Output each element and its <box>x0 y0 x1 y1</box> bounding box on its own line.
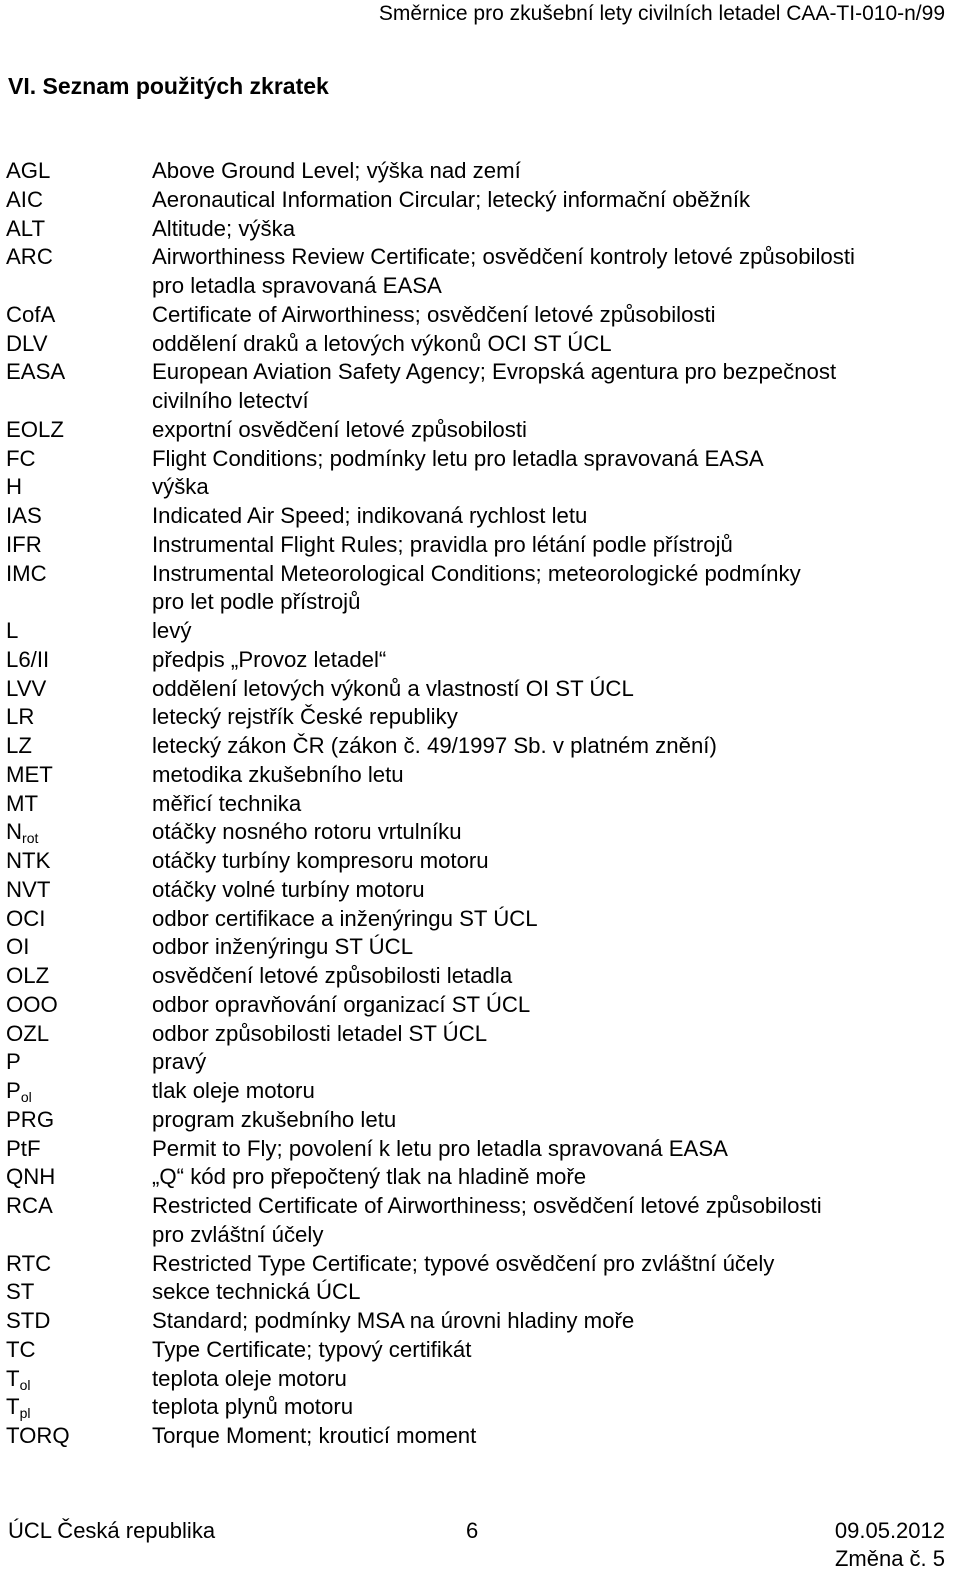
abbreviation-term-text: LVV <box>6 675 47 701</box>
abbreviation-term <box>6 1336 152 1365</box>
abbreviation-entry <box>6 157 956 186</box>
abbreviation-subscript: ol <box>19 1376 31 1393</box>
abbreviation-term-text: NTK <box>6 848 51 873</box>
abbreviation-entry <box>6 761 956 790</box>
abbreviation-entry <box>6 215 956 244</box>
definition-line: odbor způsobilosti letadel ST ÚCL <box>152 1020 488 1046</box>
definition-line: program zkušebního letu <box>152 1106 397 1132</box>
abbreviation-term <box>6 933 152 962</box>
abbreviation-definition <box>152 991 952 1020</box>
abbreviation-term <box>6 358 152 416</box>
definition-line: Restricted Type Certificate; typové osvědčení pro zvláštní účely <box>152 1250 775 1276</box>
definition-line: „Q“ kód pro přepočtený tlak na hladině moře <box>152 1164 587 1190</box>
abbreviation-term-text: RCA <box>6 1193 53 1218</box>
abbreviation-definition <box>152 1365 952 1394</box>
abbreviation-term-text: ARC <box>6 244 53 270</box>
definition-line: letecký zákon ČR (zákon č. 49/1997 Sb. v platném znění) <box>152 733 717 758</box>
footer-organization: ÚCL Česká republika <box>8 1518 216 1543</box>
abbreviation-term <box>6 1307 152 1336</box>
abbreviation-term-text: EOLZ <box>6 416 64 442</box>
abbreviation-entry <box>6 301 956 330</box>
definition-line: Indicated Air Speed; indikovaná rychlost letu <box>152 503 588 528</box>
abbreviation-definition <box>152 1048 952 1077</box>
abbreviation-definition <box>152 790 952 819</box>
abbreviation-definition <box>152 1077 952 1106</box>
abbreviation-entry <box>6 445 956 474</box>
abbreviation-entry <box>6 502 956 531</box>
abbreviation-term-text: PRG <box>6 1106 55 1132</box>
definition-line: sekce technická ÚCL <box>152 1279 361 1305</box>
definition-line: předpis „Provoz letadel“ <box>152 646 387 672</box>
abbreviation-definition <box>152 186 952 215</box>
definition-line: odbor certifikace a inženýringu ST ÚCL <box>152 905 538 931</box>
abbreviation-term <box>6 1020 152 1049</box>
definition-line: pravý <box>152 1049 207 1075</box>
definition-line: European Aviation Safety Agency; Evropská agentura pro bezpečnost <box>152 359 837 385</box>
abbreviation-definition <box>152 560 952 618</box>
abbreviation-definition <box>152 732 952 761</box>
definition-line: otáčky turbíny kompresoru motoru <box>152 848 489 873</box>
abbreviation-entry <box>6 1135 956 1164</box>
definition-line: oddělení letových výkonů a vlastností OI ST ÚCL <box>152 675 634 701</box>
abbreviation-term <box>6 1278 152 1307</box>
abbreviation-term-text: L <box>6 618 19 643</box>
document-header: Směrnice pro zkušební lety civilních letadel CAA-TI-010-n/99 <box>378 2 945 25</box>
abbreviation-term-text: MET <box>6 761 53 787</box>
abbreviation-term <box>6 473 152 502</box>
abbreviation-term <box>6 243 152 301</box>
abbreviation-definition <box>152 933 952 962</box>
abbreviation-definition <box>152 1135 952 1164</box>
abbreviation-entry <box>6 1163 956 1192</box>
abbreviation-subscript: rot <box>22 830 39 847</box>
abbreviation-definition <box>152 502 952 531</box>
abbreviation-term-text: STD <box>6 1308 51 1333</box>
abbreviation-term-text: OI <box>6 934 30 960</box>
abbreviation-definition <box>152 445 952 474</box>
abbreviation-definition <box>152 215 952 244</box>
abbreviation-definition <box>152 531 952 560</box>
abbreviation-entry <box>6 1336 956 1365</box>
abbreviation-term <box>6 646 152 675</box>
abbreviation-term <box>6 445 152 474</box>
abbreviation-definition <box>152 761 952 790</box>
abbreviation-term <box>6 703 152 732</box>
definition-line: pro zvláštní účely <box>152 1221 324 1247</box>
abbreviation-entry <box>6 1020 956 1049</box>
abbreviation-term-text: T <box>6 1394 20 1420</box>
abbreviation-term-text: TC <box>6 1336 36 1362</box>
definition-line: tlak oleje motoru <box>152 1078 315 1103</box>
abbreviation-term <box>6 1365 152 1394</box>
abbreviation-subscript: pl <box>19 1405 31 1422</box>
definition-line: odbor inženýringu ST ÚCL <box>152 934 414 960</box>
abbreviation-term-text: ALT <box>6 215 46 241</box>
abbreviation-term-text: ST <box>6 1279 35 1305</box>
abbreviation-term-text: EASA <box>6 359 66 385</box>
abbreviation-term-text: OOO <box>6 991 58 1017</box>
definition-line: Restricted Certificate of Airworthiness; osvědčení letové způsobilosti <box>152 1193 822 1218</box>
definition-line: teplota oleje motoru <box>152 1365 347 1391</box>
abbreviation-definition <box>152 358 952 416</box>
footer-change: Změna č. 5 <box>834 1546 945 1571</box>
abbreviation-definition <box>152 818 952 847</box>
abbreviation-term-text: RTC <box>6 1250 52 1276</box>
abbreviation-term-text: IAS <box>6 503 42 528</box>
abbreviation-definition <box>152 157 952 186</box>
abbreviation-term <box>6 531 152 560</box>
abbreviation-definition <box>152 1278 952 1307</box>
abbreviation-entry <box>6 847 956 876</box>
abbreviation-entry <box>6 1422 956 1451</box>
abbreviation-term <box>6 1048 152 1077</box>
definition-line: Airworthiness Review Certificate; osvědčení kontroly letové způsobilosti <box>152 244 855 270</box>
abbreviation-term-text: H <box>6 474 23 500</box>
abbreviation-entry <box>6 1048 956 1077</box>
abbreviation-term <box>6 991 152 1020</box>
abbreviation-term <box>6 761 152 790</box>
definition-line: Standard; podmínky MSA na úrovni hladiny moře <box>152 1308 635 1333</box>
abbreviation-term <box>6 675 152 704</box>
abbreviation-term <box>6 790 152 819</box>
abbreviation-term-text: AGL <box>6 158 51 183</box>
abbreviation-term-text: T <box>6 1365 20 1391</box>
abbreviation-entry <box>6 617 956 646</box>
abbreviation-term-text: IMC <box>6 560 47 586</box>
abbreviation-term <box>6 1106 152 1135</box>
abbreviation-term-text: CofA <box>6 301 56 327</box>
definition-line: osvědčení letové způsobilosti letadla <box>152 963 513 988</box>
abbreviation-entry <box>6 905 956 934</box>
abbreviation-definition <box>152 1250 952 1279</box>
abbreviation-term <box>6 1192 152 1250</box>
abbreviation-term-text: QNH <box>6 1164 56 1190</box>
definition-line: výška <box>152 474 209 500</box>
footer-revision <box>835 1517 945 1573</box>
abbreviation-term <box>6 1393 152 1422</box>
abbreviation-term-text: DLV <box>6 330 48 356</box>
abbreviation-entry <box>6 1365 956 1394</box>
abbreviation-entry <box>6 1250 956 1279</box>
abbreviation-entry <box>6 1077 956 1106</box>
footer-date: 09.05.2012 <box>834 1518 945 1543</box>
abbreviation-entry <box>6 330 956 359</box>
definition-line: pro let podle přístrojů <box>152 589 361 615</box>
abbreviation-definition <box>152 617 952 646</box>
abbreviation-definition <box>152 905 952 934</box>
abbreviation-definition <box>152 330 952 359</box>
abbreviation-definition <box>152 473 952 502</box>
abbreviation-term-text: AIC <box>6 186 43 212</box>
abbreviation-definition <box>152 1163 952 1192</box>
definition-line: měřicí technika <box>152 790 302 816</box>
definition-line: Type Certificate; typový certifikát <box>152 1336 472 1362</box>
abbreviation-definition <box>152 1106 952 1135</box>
abbreviation-entry <box>6 531 956 560</box>
abbreviation-entry <box>6 962 956 991</box>
abbreviation-definition <box>152 301 952 330</box>
abbreviation-term <box>6 905 152 934</box>
abbreviation-entry <box>6 186 956 215</box>
definition-line: exportní osvědčení letové způsobilosti <box>152 416 527 442</box>
definition-line: Instrumental Flight Rules; pravidla pro létání podle přístrojů <box>152 531 733 557</box>
abbreviation-term <box>6 1422 152 1451</box>
abbreviation-term <box>6 186 152 215</box>
abbreviation-definition <box>152 876 952 905</box>
abbreviation-entry <box>6 991 956 1020</box>
definition-line: levý <box>152 618 192 643</box>
abbreviation-term <box>6 1135 152 1164</box>
abbreviation-entry <box>6 818 956 847</box>
abbreviation-definition <box>152 1393 952 1422</box>
abbreviation-term-text: NVT <box>6 876 51 902</box>
abbreviation-definition <box>152 1336 952 1365</box>
abbreviation-definition <box>152 962 952 991</box>
abbreviation-term <box>6 1250 152 1279</box>
abbreviation-definition <box>152 847 952 876</box>
abbreviation-term-text: LR <box>6 704 35 730</box>
abbreviation-term <box>6 1163 152 1192</box>
abbreviation-term-text: IFR <box>6 531 42 557</box>
abbreviation-definition <box>152 646 952 675</box>
definition-line: Instrumental Meteorological Conditions; meteorologické podmínky <box>152 560 801 586</box>
definition-line: Permit to Fly; povolení k letu pro letadla spravovaná EASA <box>152 1135 728 1161</box>
abbreviation-entry <box>6 473 956 502</box>
abbreviation-entry <box>6 790 956 819</box>
abbreviation-definition <box>152 416 952 445</box>
abbreviation-entry <box>6 703 956 732</box>
definition-line: oddělení draků a letových výkonů OCI ST ÚCL <box>152 330 612 356</box>
abbreviation-entry <box>6 933 956 962</box>
abbreviation-entry <box>6 1192 956 1250</box>
abbreviation-term <box>6 301 152 330</box>
abbreviation-term <box>6 847 152 876</box>
abbreviation-term-text: OZL <box>6 1020 50 1046</box>
abbreviation-definition <box>152 243 952 301</box>
abbreviation-term <box>6 876 152 905</box>
abbreviation-term <box>6 330 152 359</box>
abbreviation-definition <box>152 1422 952 1451</box>
abbreviation-term-text: OLZ <box>6 963 50 988</box>
abbreviation-term <box>6 560 152 618</box>
abbreviation-term <box>6 617 152 646</box>
abbreviation-entry <box>6 243 956 301</box>
abbreviation-entry <box>6 646 956 675</box>
definition-line: metodika zkušebního letu <box>152 761 404 787</box>
abbreviation-term-text: PtF <box>6 1135 41 1161</box>
abbreviation-entry <box>6 1307 956 1336</box>
abbreviation-definition <box>152 1020 952 1049</box>
definition-line: teplota plynů motoru <box>152 1394 354 1420</box>
definition-line: odbor opravňování organizací ST ÚCL <box>152 991 531 1017</box>
section-heading: VI. Seznam použitých zkratek <box>8 73 329 99</box>
abbreviation-term <box>6 215 152 244</box>
abbreviation-entry <box>6 560 956 618</box>
definition-line: Certificate of Airworthiness; osvědčení letové způsobilosti <box>152 301 716 327</box>
footer-page-number: 6 <box>466 1518 479 1543</box>
definition-line: civilního letectví <box>152 388 309 413</box>
abbreviation-definition <box>152 1307 952 1336</box>
abbreviation-term <box>6 1077 152 1106</box>
definition-line: Altitude; výška <box>152 215 296 241</box>
abbreviation-term <box>6 818 152 847</box>
definition-line: Aeronautical Information Circular; letecký informační oběžník <box>152 186 751 212</box>
abbreviation-definition <box>152 1192 952 1250</box>
abbreviation-term <box>6 157 152 186</box>
abbreviation-term-text: N <box>6 819 23 845</box>
abbreviation-term-text: L6/II <box>6 646 50 672</box>
abbreviation-term-text: FC <box>6 445 36 471</box>
abbreviation-entry <box>6 732 956 761</box>
abbreviation-entry <box>6 1106 956 1135</box>
abbreviation-term-text: P <box>6 1078 21 1103</box>
abbreviation-entry <box>6 1393 956 1422</box>
abbreviation-term <box>6 732 152 761</box>
abbreviation-entry <box>6 358 956 416</box>
abbreviation-subscript: ol <box>20 1089 32 1105</box>
abbreviation-term <box>6 502 152 531</box>
definition-line: Torque Moment; krouticí moment <box>152 1423 477 1448</box>
abbreviation-definition <box>152 703 952 732</box>
abbreviation-entry <box>6 675 956 704</box>
abbreviation-entry <box>6 876 956 905</box>
abbreviation-term-text: MT <box>6 790 39 816</box>
definition-line: letecký rejstřík České republiky <box>152 704 458 730</box>
abbreviation-list <box>6 157 956 1451</box>
definition-line: Flight Conditions; podmínky letu pro letadla spravovaná EASA <box>152 445 764 471</box>
definition-line: otáčky nosného rotoru vrtulníku <box>152 819 462 845</box>
definition-line: Above Ground Level; výška nad zemí <box>152 158 521 183</box>
abbreviation-term <box>6 962 152 991</box>
abbreviation-entry <box>6 416 956 445</box>
abbreviation-entry <box>6 1278 956 1307</box>
abbreviation-term-text: P <box>6 1049 21 1075</box>
abbreviation-term-text: OCI <box>6 905 46 931</box>
abbreviation-term <box>6 416 152 445</box>
definition-line: otáčky volné turbíny motoru <box>152 876 425 902</box>
abbreviation-term-text: LZ <box>6 733 32 758</box>
abbreviation-definition <box>152 675 952 704</box>
definition-line: pro letadla spravovaná EASA <box>152 273 442 298</box>
abbreviation-term-text: TORQ <box>6 1423 70 1448</box>
